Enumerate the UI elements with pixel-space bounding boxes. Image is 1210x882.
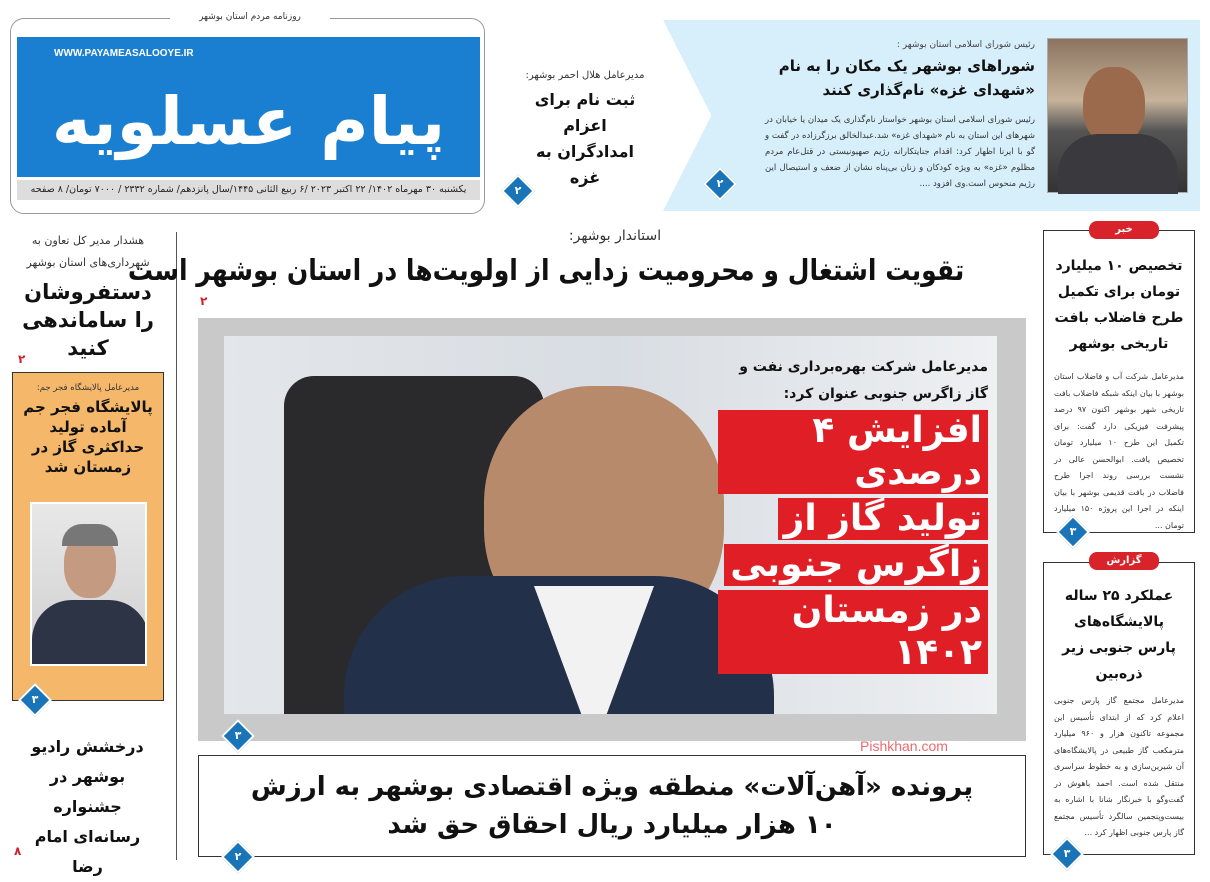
headline: پالایشگاه فجر جم آماده تولید حداکثری گاز در زمستان شد (23, 398, 153, 476)
report-tag: گزارش (1089, 552, 1159, 570)
left-story-1[interactable] (8, 230, 168, 362)
dateline: یکشنبه ۳۰ مهرماه ۱۴۰۲/ ۲۲ اکتبر ۲۰۲۳ /۶ ربیع الثانی ۱۴۴۵/سال پانزدهم/ شماره ۲۳۳۲ / ۷۰۰۰ تومان/ ۸ صفحه (17, 180, 480, 200)
page-marker: ۲ (221, 840, 255, 874)
lead-headline[interactable] (127, 250, 1030, 290)
page-marker: ۲ (501, 174, 535, 208)
official-photo (30, 502, 147, 666)
photo-story-kicker: مدیرعامل شرکت بهره‌برداری نفت و گاز زاگرس جنوبی عنوان کرد: (739, 359, 988, 402)
left-story-2[interactable] (12, 372, 164, 701)
headline-line-1: پرونده «آهن‌آلات» منطقه ویژه اقتصادی بوشهر به ارزش (250, 772, 974, 802)
logo: پیام عسلویه (51, 83, 446, 160)
kicker: مدیرعامل پالایشگاه فجر جم: (36, 383, 140, 393)
headline-line: تولید گاز از (778, 498, 988, 540)
headline: عملکرد ۲۵ ساله پالایشگاه‌های پارس جنوبی زیر ذره‌بین (1062, 588, 1176, 682)
page-marker: ۳ (1050, 837, 1084, 871)
headline-line: در زمستان ۱۴۰۲ (718, 590, 988, 674)
page-marker: ۳ (18, 683, 52, 717)
masthead-tagline: روزنامه مردم استان بوشهر (170, 12, 330, 22)
page-number: ۲ (200, 294, 208, 308)
watermark: Pishkhan.com (860, 738, 948, 754)
right-box-1[interactable] (1043, 230, 1195, 533)
headline (209, 806, 1015, 844)
website-url: WWW.PAYAMEASALOOYE.IR (54, 48, 194, 59)
official-photo (1047, 38, 1188, 193)
right-box-2[interactable] (1043, 562, 1195, 855)
story-body: مدیرعامل شرکت آب و فاضلاب استان بوشهر با بیان اینکه شبکه فاضلاب بافت تاریخی شهر بوشهر اکنون ۹۷ درصد پیشرفت فیزیکی دارد گفت: برای تکمیل این طرح ۱۰ میلیارد تومان تخصیص یافت. ابوالحسن عالی در نشست بررسی روند اجرا طرح فاضلاب در بافت قدیمی بوشهر با بیان اینکه در اجرا این پروژه ۱۵۰ میلیارد تومان ... (1054, 372, 1184, 530)
story-body: رئیس شورای اسلامی استان بوشهر خواستار نام‌گذاری یک میدان یا خیابان در شهرهای این استان به نام «شهدای غزه» شد.عبدالخالق برزگرزاده در گفت و گو با ایرنا اظهار کرد: اقدام جنایتکارانه رژیم صهیونیستی در قتل‌عام مردم مظلوم «غزه» به ویژه کودکان و زنان بی‌پناه نشان از ضعف و استیصال این رژیم منحوس است.وی افزود .... (765, 115, 1035, 189)
left-story-3[interactable]: درخشش رادیو بوشهر در جشنواره رسانه‌ای امام رضا (31, 737, 144, 876)
headline-line: افزایش ۴ درصدی (718, 410, 988, 494)
news-tag: خبر (1089, 221, 1159, 239)
kicker: هشدار مدیر کل تعاون به شهرداری‌های استان بوشهر (26, 234, 150, 269)
kicker: مدیرعامل هلال احمر بوشهر: (525, 70, 645, 81)
headline: دستفروشان را ساماندهی کنید (22, 280, 154, 360)
lead-headline-text: تقویت اشتغال و محرومیت زدایی از اولویت‌ها در استان بوشهر است (127, 253, 965, 287)
kicker: رئیس شورای اسلامی استان بوشهر : (896, 40, 1035, 50)
headline-line: زاگرس جنوبی (724, 544, 988, 586)
page-marker: ۲ (703, 167, 737, 201)
page-number: ۸ (14, 844, 22, 858)
column-divider (176, 232, 177, 860)
logo-banner[interactable] (17, 37, 480, 177)
photo-story-frame[interactable] (198, 318, 1026, 741)
page-marker: ۳ (221, 719, 255, 753)
lead-kicker: استاندار بوشهر: (568, 228, 662, 244)
bottom-story[interactable] (198, 755, 1026, 857)
top-middle-story[interactable] (495, 70, 675, 191)
headline: شوراهای بوشهر یک مکان را به نام «شهدای غزه» نام‌گذاری کنند (778, 57, 1035, 99)
headline (209, 768, 1015, 806)
page-number: ۲ (18, 352, 26, 366)
headline: ثبت نام برای اعزام امدادگران به غزه (534, 90, 636, 187)
headline: تخصیص ۱۰ میلیارد تومان برای تکمیل طرح فاضلاب بافت تاریخی بوشهر (1054, 258, 1184, 352)
page-marker: ۳ (1056, 515, 1090, 549)
headline-line-2: ۱۰ هزار میلیارد ریال احقاق حق شد (387, 810, 837, 840)
story-body: مدیرعامل مجتمع گاز پارس جنوبی اعلام کرد که از ابتدای تأسیس این مجموعه تاکنون هزار و ۹۶۰ میلیارد مترمکعب گاز طبیعی در پالایشگاه‌های آن شیرین‌سازی و به خطوط سراسری منتقل شده است. احمد باهوش در گفت‌وگو با خبرنگار شانا با اشاره به بیست‌وپنجمین سالگرد تأسیس مجتمع گاز پارس جنوبی اظهار کرد ... (1054, 696, 1184, 837)
